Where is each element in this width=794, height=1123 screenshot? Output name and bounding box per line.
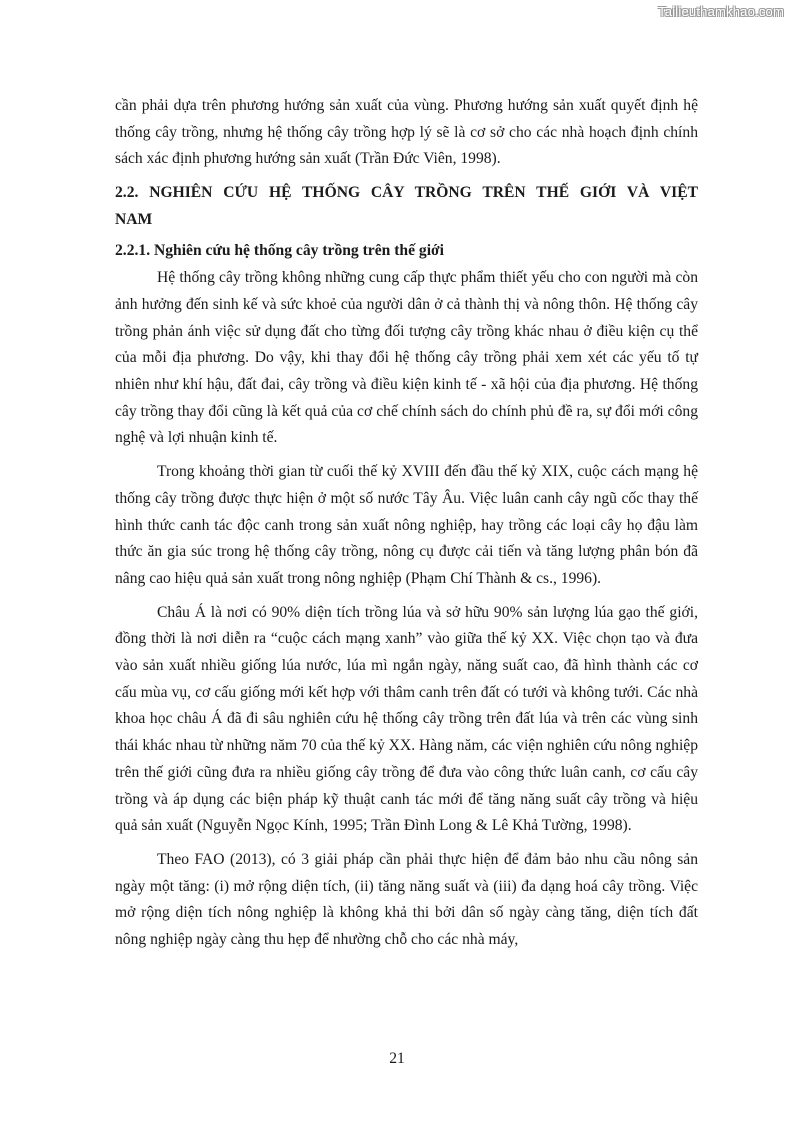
paragraph: Theo FAO (2013), có 3 giải pháp cần phải thực hiện để đảm bảo nhu cầu nông sản ngày một tăng: (i) mở rộng diện tích, (ii) tăng năng suất và (iii) đa dạng hoá cây trồng. Việc mở rộng diện tích nông nghiệp là không khả thi bởi dân số ngày càng tăng, diện tích đất nông nghiệp ngày càng thu hẹp để nhường chỗ cho các nhà máy, (115, 850, 698, 949)
page-number: 21 (389, 1050, 405, 1067)
section-heading: 2.2. NGHIÊN CỨU HỆ THỐNG CÂY TRỒNG TRÊN THẾ GIỚI VÀ VIỆT NAM (115, 184, 698, 228)
paragraph: Châu Á là nơi có 90% diện tích trồng lúa và sở hữu 90% sản lượng lúa gạo thế giới, đồng thời là nơi diễn ra “cuộc cách mạng xanh” vào giữa thế kỷ XX. Việc chọn tạo và đưa vào sản xuất nhiều giống lúa nước, lúa mì ngắn ngày, năng suất cao, đã hình thành các cơ cấu mùa vụ, cơ cấu giống mới kết hợp với thâm canh trên đất có tưới và không tưới. Các nhà khoa học châu Á đã đi sâu nghiên cứu hệ thống cây trồng trên đất lúa và trên các vùng sinh thái khác nhau từ những năm 70 của thế kỷ XX. Hàng năm, các viện nghiên cứu nông nghiệp trên thế giới cũng đưa ra nhiều giống cây trồng để đưa vào công thức luân canh, cơ cấu cây trồng và áp dụng các biện pháp kỹ thuật canh tác mới để tăng năng suất cây trồng và hiệu quả sản xuất (Nguyễn Ngọc Kính, 1995; Trần Đình Long & Lê Khả Tường, 1998). (115, 603, 698, 835)
paragraph-continuation: cần phải dựa trên phương hướng sản xuất của vùng. Phương hướng sản xuất quyết định hệ thống cây trồng, nhưng hệ thống cây trồng hợp lý sẽ là cơ sở cho các nhà hoạch định chính sách xác định phương hướng sản xuất (Trần Đức Viên, 1998). (115, 97, 698, 168)
document-body (115, 93, 698, 954)
paragraph: Trong khoảng thời gian từ cuối thế kỷ XVIII đến đầu thế kỷ XIX, cuộc cách mạng hệ thống cây trồng được thực hiện ở một số nước Tây Âu. Việc luân canh cây ngũ cốc thay thế hình thức canh tác độc canh trong sản xuất nông nghiệp, hay trồng các loại cây họ đậu làm thức ăn gia súc trong hệ thống cây trồng, nông cụ được cải tiến và tăng lượng phân bón đã nâng cao hiệu quả sản xuất trong nông nghiệp (Phạm Chí Thành & cs., 1996). (115, 463, 698, 587)
paragraph: Hệ thống cây trồng không những cung cấp thực phẩm thiết yếu cho con người mà còn ảnh hưởng đến sinh kế và sức khoẻ của người dân ở cả thành thị và nông thôn. Hệ thống cây trồng phản ánh việc sử dụng đất cho từng đối tượng cây trồng khác nhau ở điều kiện cụ thể của mỗi địa phương. Do vậy, khi thay đổi hệ thống cây trồng phải xem xét các yếu tố tự nhiên như khí hậu, đất đai, cây trồng và điều kiện kinh tế - xã hội của địa phương. Hệ thống cây trồng thay đổi cũng là kết quả của cơ chế chính sách do chính phủ đề ra, sự đổi mới công nghệ và lợi nhuận kinh tế. (115, 269, 698, 447)
subsection-heading: 2.2.1. Nghiên cứu hệ thống cây trồng trên thế giới (115, 241, 444, 259)
watermark: Tailieuthamkhao.com (658, 4, 784, 19)
